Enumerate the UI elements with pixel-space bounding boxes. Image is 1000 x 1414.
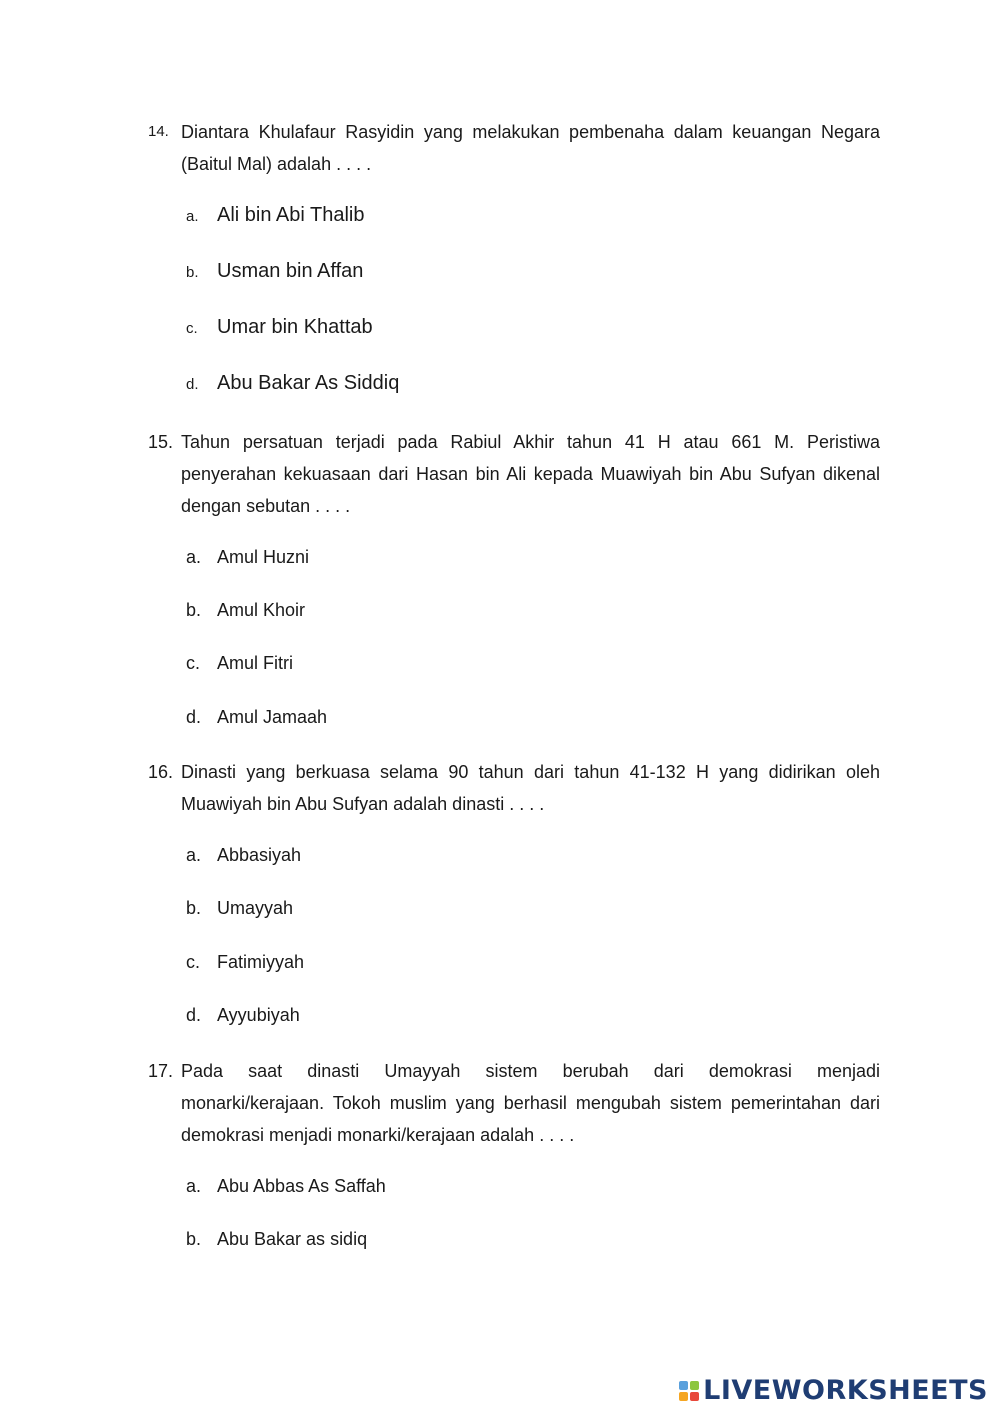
option-15c[interactable] <box>186 653 293 674</box>
option-text: Ayyubiyah <box>217 1005 300 1025</box>
option-16c[interactable] <box>186 952 304 973</box>
option-text: Amul Huzni <box>217 547 310 567</box>
option-15d[interactable] <box>186 707 327 728</box>
option-text: Ali bin Abi Thalib <box>217 204 365 226</box>
option-letter: c. <box>186 952 201 972</box>
option-letter: d. <box>186 707 202 727</box>
option-16b[interactable] <box>186 898 293 919</box>
question-line: penyerahan kekuasaan dari Hasan bin Ali kepada Muawiyah bin Abu Sufyan dikenal <box>181 464 880 484</box>
option-letter: a. <box>186 547 202 567</box>
option-text: Umar bin Khattab <box>217 316 373 338</box>
option-14c[interactable] <box>186 316 373 339</box>
option-letter: b. <box>186 600 202 620</box>
option-letter: b. <box>186 898 202 918</box>
question-text <box>181 756 880 820</box>
option-letter: a. <box>186 1176 202 1196</box>
option-text: Usman bin Affan <box>217 260 364 282</box>
option-text: Amul Jamaah <box>217 707 328 727</box>
question-15 <box>148 426 880 522</box>
option-text: Umayyah <box>217 898 294 918</box>
option-letter: b. <box>186 264 199 281</box>
option-14d[interactable] <box>186 372 399 395</box>
option-text: Abu Bakar as sidiq <box>217 1229 368 1249</box>
option-17a[interactable] <box>186 1176 386 1197</box>
question-text <box>181 116 880 180</box>
question-text <box>181 1055 880 1151</box>
option-text: Fatimiyyah <box>217 952 305 972</box>
option-letter: b. <box>186 1229 202 1249</box>
question-16 <box>148 756 880 820</box>
question-line: dengan sebutan . . . . <box>181 496 351 516</box>
option-text: Amul Khoir <box>217 600 306 620</box>
logo-square-icon <box>690 1392 699 1401</box>
option-text: Abu Bakar As Siddiq <box>217 372 400 394</box>
option-17b[interactable] <box>186 1229 367 1250</box>
question-14 <box>148 116 880 180</box>
question-number: 16. <box>148 762 174 782</box>
question-line: demokrasi menjadi monarki/kerajaan adalah . . . . <box>181 1125 575 1145</box>
question-number: 17. <box>148 1061 174 1081</box>
option-letter: d. <box>186 1005 202 1025</box>
option-15b[interactable] <box>186 600 305 621</box>
liveworksheets-logo[interactable] <box>679 1375 988 1406</box>
option-letter: c. <box>186 320 198 337</box>
question-line: Muawiyah bin Abu Sufyan adalah dinasti . . . . <box>181 794 545 814</box>
option-text: Abbasiyah <box>217 845 302 865</box>
option-letter: a. <box>186 845 202 865</box>
question-text <box>181 426 880 522</box>
question-line: Tahun persatuan terjadi pada Rabiul Akhir tahun 41 H atau 661 M. Peristiwa <box>181 432 880 452</box>
logo-square-icon <box>679 1392 688 1401</box>
logo-text: LIVEWORKSHEETS <box>703 1375 988 1406</box>
question-line: Pada saat dinasti Umayyah sistem berubah dari demokrasi menjadi <box>181 1061 880 1081</box>
option-text: Amul Fitri <box>217 653 293 673</box>
option-letter: c. <box>186 653 201 673</box>
question-number: 15. <box>148 432 174 452</box>
option-16a[interactable] <box>186 845 301 866</box>
question-line: Dinasti yang berkuasa selama 90 tahun dari tahun 41-132 H yang didirikan oleh <box>181 762 880 782</box>
option-text: Abu Abbas As Saffah <box>217 1176 386 1196</box>
option-letter: d. <box>186 376 199 393</box>
liveworksheets-logo-icon <box>679 1381 699 1401</box>
option-14b[interactable] <box>186 260 363 283</box>
option-15a[interactable] <box>186 547 309 568</box>
question-17 <box>148 1055 880 1151</box>
option-letter: a. <box>186 208 199 225</box>
logo-square-icon <box>690 1381 699 1390</box>
option-16d[interactable] <box>186 1005 300 1026</box>
option-14a[interactable] <box>186 204 365 227</box>
question-number: 14. <box>148 123 169 140</box>
question-line: Diantara Khulafaur Rasyidin yang melakukan pembenaha dalam keuangan Negara <box>181 122 880 142</box>
question-line: (Baitul Mal) adalah . . . . <box>181 154 372 174</box>
question-line: monarki/kerajaan. Tokoh muslim yang berhasil mengubah sistem pemerintahan dari <box>181 1093 880 1113</box>
logo-square-icon <box>679 1381 688 1390</box>
